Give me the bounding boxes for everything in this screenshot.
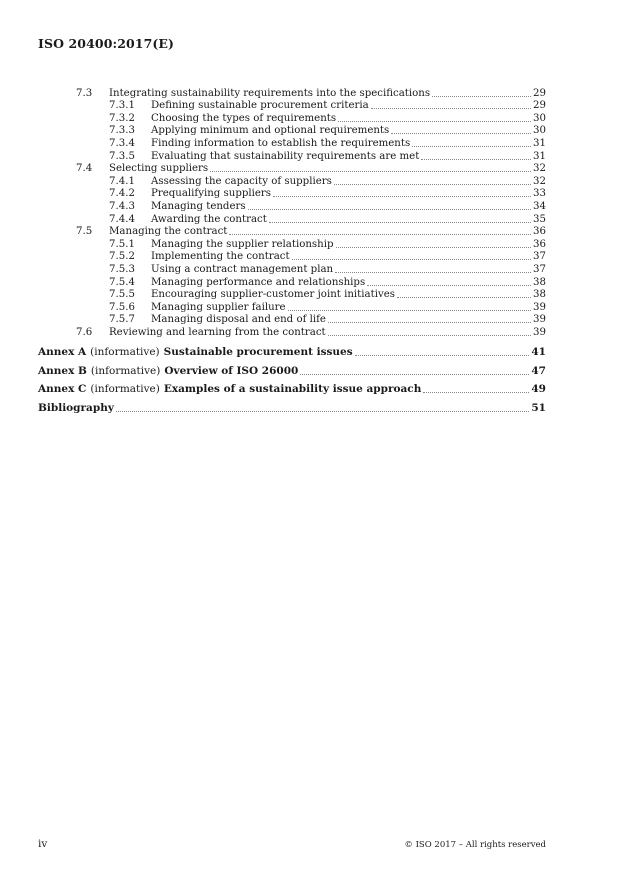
dot-leader xyxy=(367,285,531,286)
toc-entry-number: 7.4.3 xyxy=(109,200,135,212)
toc-entry-number: 7.5.2 xyxy=(109,251,135,263)
toc-entry-page: 29 xyxy=(533,100,546,112)
toc-entry[interactable] xyxy=(38,199,546,212)
toc-entry-number: 7.4.4 xyxy=(109,213,135,225)
toc-entry[interactable] xyxy=(38,237,546,250)
toc-entry-number: 7.4 xyxy=(76,163,93,175)
toc-entry[interactable] xyxy=(38,262,546,275)
dot-leader xyxy=(338,121,531,122)
toc-entry-title: Prequalifying suppliers xyxy=(151,188,272,200)
toc-entry-title: Managing the contract xyxy=(109,226,228,238)
dot-leader xyxy=(288,310,531,311)
document-header: ISO 20400:2017(E) xyxy=(38,36,175,51)
toc-entry-number: 7.3.3 xyxy=(109,125,135,137)
annex-label: Annex C xyxy=(38,383,87,396)
toc-entry[interactable] xyxy=(38,99,546,112)
toc-entry[interactable] xyxy=(38,136,546,149)
toc-entry-title: Implementing the contract xyxy=(151,251,290,263)
toc-entry-number: 7.4.2 xyxy=(109,188,135,200)
annex-page: 49 xyxy=(531,383,546,396)
toc-entry-title: Evaluating that sustainability requirements are met xyxy=(151,150,420,162)
dot-leader xyxy=(300,374,529,375)
toc-entry[interactable] xyxy=(38,111,546,124)
toc-entry-title: Managing performance and relationships xyxy=(151,276,366,288)
dot-leader xyxy=(273,196,531,197)
copyright-notice: © ISO 2017 – All rights reserved xyxy=(404,840,546,850)
toc-entry-annex[interactable] xyxy=(38,377,546,396)
dot-leader xyxy=(248,209,531,210)
annex-entries xyxy=(38,340,546,396)
toc-entry[interactable] xyxy=(38,250,546,263)
toc-entry-title: Managing disposal and end of life xyxy=(151,314,326,326)
toc-entries xyxy=(38,86,546,338)
toc-entry[interactable] xyxy=(38,300,546,313)
page-number: iv xyxy=(38,838,48,850)
toc-entry[interactable] xyxy=(38,225,546,238)
toc-entry-number: 7.4.1 xyxy=(109,175,135,187)
toc-entry-page: 38 xyxy=(533,289,546,301)
toc-entry-title: Defining sustainable procurement criteria xyxy=(151,100,369,112)
toc-entry-title: Applying minimum and optional requirements xyxy=(151,125,390,137)
dot-leader xyxy=(371,108,531,109)
toc-entry-annex[interactable] xyxy=(38,358,546,377)
toc-entry-page: 30 xyxy=(533,125,546,137)
toc-entry-number: 7.3.1 xyxy=(109,100,135,112)
toc-entry[interactable] xyxy=(38,162,546,175)
annex-title: Examples of a sustainability issue approach xyxy=(163,383,422,396)
annex-title: Overview of ISO 26000 xyxy=(164,364,299,377)
toc-entry-title: Integrating sustainability requirements into the specifications xyxy=(109,87,431,99)
toc-entry-number: 7.3.2 xyxy=(109,112,135,124)
toc-entry-page: 39 xyxy=(533,314,546,326)
annex-kind: (informative) xyxy=(90,346,160,359)
toc-entry[interactable] xyxy=(38,313,546,326)
annex-page: 41 xyxy=(531,346,546,359)
dot-leader xyxy=(335,272,531,273)
toc-entry-page: 31 xyxy=(533,150,546,162)
table-of-contents xyxy=(38,86,546,414)
dot-leader xyxy=(336,247,532,248)
toc-entry-number: 7.3.5 xyxy=(109,150,135,162)
dot-leader xyxy=(355,355,530,356)
toc-entry-page: 37 xyxy=(533,263,546,275)
dot-leader xyxy=(334,184,531,185)
dot-leader xyxy=(397,297,531,298)
toc-entry-number: 7.5.4 xyxy=(109,276,135,288)
dot-leader xyxy=(391,133,531,134)
annex-label: Annex A xyxy=(38,346,87,359)
dot-leader xyxy=(292,259,531,260)
toc-entry[interactable] xyxy=(38,187,546,200)
annex-kind: (informative) xyxy=(90,383,160,396)
dot-leader xyxy=(116,411,529,412)
toc-entry-title: Encouraging supplier-customer joint initiatives xyxy=(151,289,395,301)
dot-leader xyxy=(328,335,531,336)
toc-entry-number: 7.3.4 xyxy=(109,137,135,149)
toc-entry-page: 38 xyxy=(533,276,546,288)
dot-leader xyxy=(328,322,531,323)
dot-leader xyxy=(423,392,529,393)
toc-entry-title: Reviewing and learning from the contract xyxy=(109,326,326,338)
toc-entry-number: 7.5.1 xyxy=(109,238,135,250)
toc-entry[interactable] xyxy=(38,288,546,301)
toc-entry-page: 30 xyxy=(533,112,546,124)
dot-leader xyxy=(432,96,531,97)
dot-leader xyxy=(210,171,531,172)
toc-entry-page: 29 xyxy=(533,87,546,99)
toc-entry[interactable] xyxy=(38,86,546,99)
toc-entry[interactable] xyxy=(38,124,546,137)
toc-entry-number: 7.3 xyxy=(76,87,93,99)
toc-entry-page: 36 xyxy=(533,238,546,250)
toc-entry[interactable] xyxy=(38,275,546,288)
toc-entry-title: Selecting suppliers xyxy=(109,163,209,175)
toc-entry-page: 37 xyxy=(533,251,546,263)
toc-entry-number: 7.5.5 xyxy=(109,289,135,301)
dot-leader xyxy=(412,146,531,147)
toc-entry-number: 7.5.7 xyxy=(109,314,135,326)
toc-entry-number: 7.5.3 xyxy=(109,263,135,275)
annex-page: 47 xyxy=(531,364,546,377)
toc-entry-title: Choosing the types of requirements xyxy=(151,112,337,124)
dot-leader xyxy=(421,159,531,160)
toc-entry-title: Finding information to establish the requirements xyxy=(151,137,411,149)
toc-entry-page: 32 xyxy=(533,163,546,175)
annex-kind: (informative) xyxy=(90,364,161,377)
toc-entry-number: 7.5 xyxy=(76,226,93,238)
toc-entry-page: 39 xyxy=(533,301,546,313)
toc-entry[interactable] xyxy=(38,174,546,187)
toc-entry-page: 39 xyxy=(533,326,546,338)
toc-entry-bibliography[interactable] xyxy=(38,395,546,414)
dot-leader xyxy=(229,234,531,235)
toc-entry-annex[interactable] xyxy=(38,340,546,359)
toc-entry-title: Awarding the contract xyxy=(151,213,267,225)
annex-title: Sustainable procurement issues xyxy=(163,346,353,359)
bibliography-title: Bibliography xyxy=(38,401,114,414)
toc-entry[interactable] xyxy=(38,149,546,162)
toc-entry-number: 7.6 xyxy=(76,326,93,338)
toc-entry-title: Assessing the capacity of suppliers xyxy=(151,175,332,187)
toc-entry-page: 35 xyxy=(533,213,546,225)
toc-entry-page: 36 xyxy=(533,226,546,238)
toc-entry[interactable] xyxy=(38,325,546,338)
toc-entry-page: 34 xyxy=(533,200,546,212)
toc-entry-title: Using a contract management plan xyxy=(151,263,334,275)
bibliography-page: 51 xyxy=(531,401,546,414)
toc-entry-title: Managing tenders xyxy=(151,200,246,212)
toc-entry-title: Managing the supplier relationship xyxy=(151,238,334,250)
toc-entry-page: 31 xyxy=(533,137,546,149)
toc-entry-number: 7.5.6 xyxy=(109,301,135,313)
toc-entry-page: 33 xyxy=(533,188,546,200)
annex-label: Annex B xyxy=(38,364,87,377)
toc-entry-page: 32 xyxy=(533,175,546,187)
dot-leader xyxy=(269,222,531,223)
toc-entry[interactable] xyxy=(38,212,546,225)
toc-entry-title: Managing supplier failure xyxy=(151,301,286,313)
